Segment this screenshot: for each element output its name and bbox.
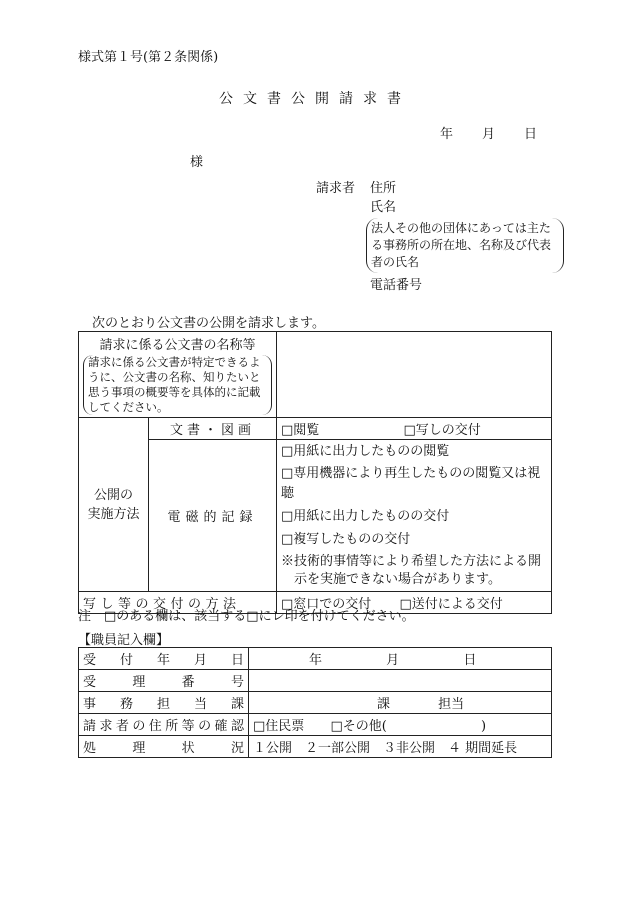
doc-name-label: 請求に係る公文書の名称等 xyxy=(99,338,256,353)
requester-label: 請求者 xyxy=(316,181,356,196)
method-label-2: 実施方法 xyxy=(87,506,140,522)
electronic-option-1[interactable]: □用紙に出力したものの閲覧 xyxy=(281,444,450,459)
receipt-number-label-text: 受 理 番 号 xyxy=(83,675,244,690)
receipt-number-label xyxy=(79,670,249,692)
received-date-value[interactable] xyxy=(249,648,552,670)
electronic-option-3[interactable]: □用紙に出力したものの交付 xyxy=(281,509,450,524)
electronic-option-4[interactable]: □複写したものの交付 xyxy=(281,532,411,547)
department-label-text: 事 務 担 当 課 xyxy=(83,697,244,712)
phone-label: 電話番号 xyxy=(370,278,423,293)
department-ka: 課 xyxy=(377,697,391,712)
processing-status-value[interactable]: １公開 ２一部公開 ３非公開 ４ 期間延長 xyxy=(249,736,552,758)
department-label xyxy=(79,692,249,714)
date-day-label: 日 xyxy=(524,127,538,142)
received-day: 日 xyxy=(463,653,477,668)
department-tanto: 担当 xyxy=(438,697,465,712)
paper-options xyxy=(277,418,552,440)
staff-table xyxy=(78,647,552,758)
request-table xyxy=(78,331,552,614)
document-title: 公文書公開請求書 xyxy=(219,91,411,107)
electronic-option-2[interactable]: □専用機器により再生したものの閲覧又は視聴 xyxy=(281,466,541,501)
received-year: 年 xyxy=(309,653,323,668)
electronic-note: ※技術的事情等により希望した方法による開示を実施できない場合があります。 xyxy=(281,554,542,587)
identity-check-label xyxy=(79,714,249,736)
identity-check-value xyxy=(249,714,552,736)
delivery-counter-option[interactable]: □窓口での交付 xyxy=(281,597,372,612)
method-label-cell xyxy=(79,418,149,592)
other-close-paren: ) xyxy=(480,719,487,734)
received-date-label xyxy=(79,648,249,670)
doc-name-field[interactable] xyxy=(277,332,552,418)
doc-name-note: 請求に係る公文書が特定できるように、公文書の名称、知りたいと思う事項の概要等を具体的に記載してください。 xyxy=(83,355,272,415)
staff-section-title: 【職員記入欄】 xyxy=(78,633,170,648)
date-month-label: 月 xyxy=(482,127,496,142)
paper-copy-option[interactable]: □写しの交付 xyxy=(403,423,481,438)
processing-status-label xyxy=(79,736,249,758)
address-label: 住所 xyxy=(370,181,397,196)
received-date-label-text: 受 付 年 月 日 xyxy=(83,653,244,668)
delivery-mail-option[interactable]: □送付による交付 xyxy=(399,597,503,612)
delivery-label: 写し等の交付の方法 xyxy=(79,592,277,614)
department-value[interactable] xyxy=(249,692,552,714)
receipt-number-value[interactable] xyxy=(249,670,552,692)
name-label: 氏名 xyxy=(370,200,397,215)
checkbox-note: 注 □のある欄は、該当する□にレ印を付けてください。 xyxy=(78,609,415,624)
request-intro: 次のとおり公文書の公開を請求します。 xyxy=(92,316,325,331)
method-label-1: 公開の xyxy=(93,487,133,503)
corporation-note: 法人その他の団体にあっては主たる事務所の所在地、名称及び代表者の氏名 xyxy=(366,218,564,273)
resident-card-option[interactable]: □住民票 xyxy=(253,719,305,734)
electronic-label: 電磁的記録 xyxy=(149,440,277,592)
form-number: 様式第１号(第２条関係) xyxy=(78,50,219,65)
received-month: 月 xyxy=(386,653,400,668)
paper-label: 文書・図画 xyxy=(149,418,277,440)
date-year-label: 年 xyxy=(440,127,454,142)
identity-check-label-text: 請 求 者 の 住 所 等 の 確 認 xyxy=(83,719,244,734)
doc-name-label-cell xyxy=(79,332,277,418)
electronic-options xyxy=(277,440,552,592)
processing-status-label-text: 処 理 状 況 xyxy=(83,741,244,756)
addressee-suffix: 様 xyxy=(190,155,204,170)
other-option[interactable]: □その他( xyxy=(330,719,387,734)
paper-view-option[interactable]: □閲覧 xyxy=(281,423,320,438)
